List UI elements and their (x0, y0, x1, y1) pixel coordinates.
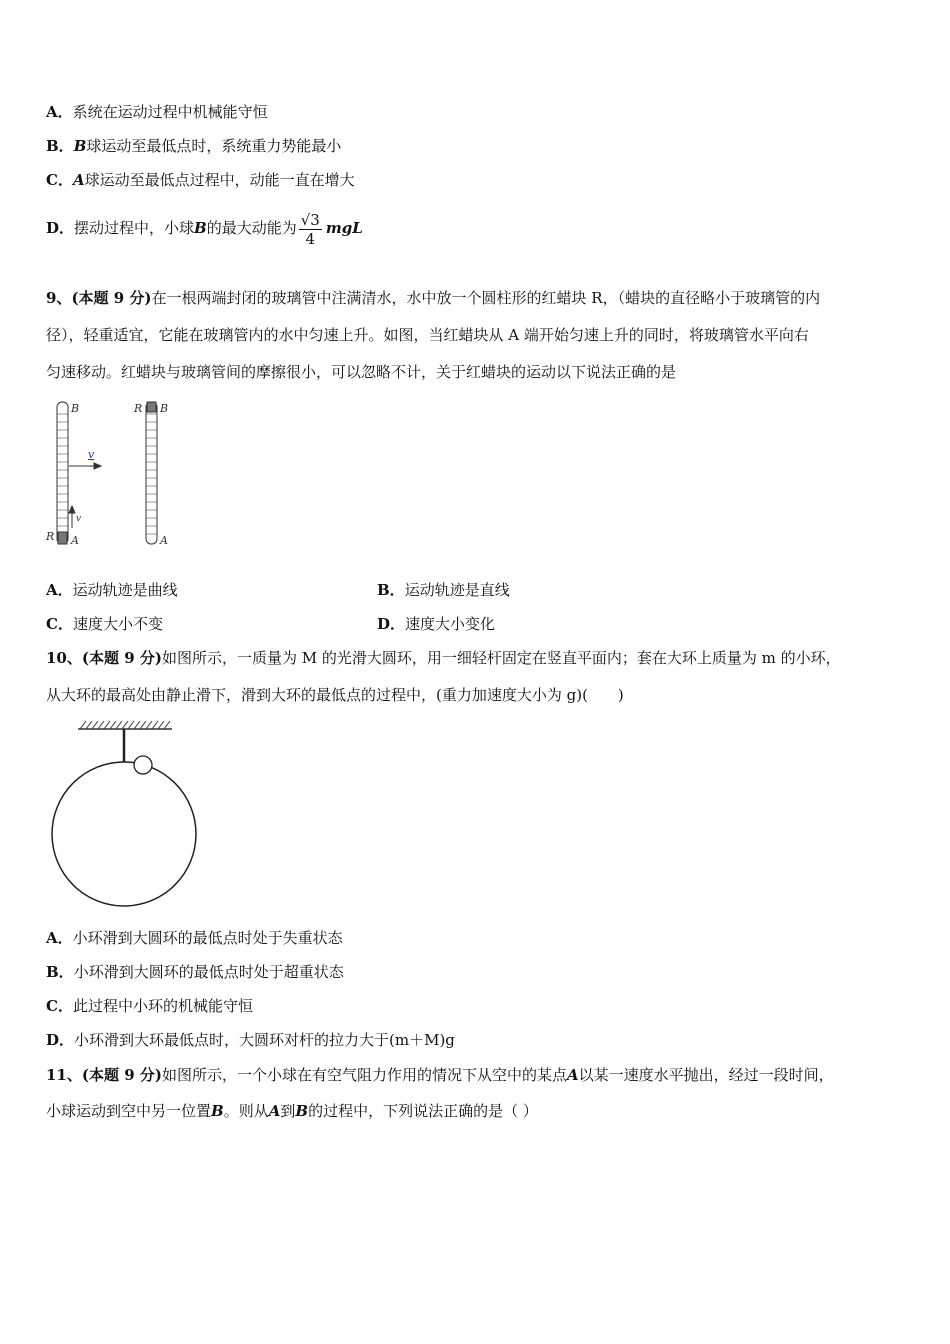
question-points: (本题 9 分) (81, 649, 162, 667)
ceiling-hatch (78, 721, 172, 729)
option-text: 球运动至最低点时，系统重力势能最小 (86, 137, 342, 155)
option-label: A． (46, 581, 73, 599)
option-text: 运动轨迹是曲线 (72, 581, 178, 599)
q9-option-b (377, 580, 510, 600)
option-text: 小环滑到大环最低点时，大圆环对杆的拉力大于(m＋M)g (74, 1031, 455, 1049)
option-text: 速度大小变化 (405, 615, 496, 633)
stem-text: 径），轻重适宜，它能在玻璃管内的水中匀速上升。如图，当红蜡块从 A 端开始匀速上升的同时，将玻璃管水平向右 (46, 326, 809, 344)
question-points: (本题 9 分) (71, 289, 152, 307)
q11-stem-line2 (46, 1101, 538, 1121)
label-v-right: v (88, 448, 95, 461)
small-ring (134, 756, 152, 774)
variable: A (566, 1066, 579, 1084)
option-label: C． (46, 997, 73, 1015)
variable: A (72, 171, 85, 189)
option-label: B． (46, 137, 74, 155)
option-text: 小环滑到大圆环的最低点时处于失重状态 (72, 929, 343, 947)
question-points: (本题 9 分) (81, 1066, 162, 1084)
stem-text: 到 (280, 1102, 296, 1120)
label-a-left: A (71, 534, 79, 547)
q9-stem-line2 (46, 325, 809, 345)
q8-option-b (46, 136, 341, 156)
variable: B (211, 1102, 224, 1120)
stem-text: 以某一速度水平抛出，经过一段时间， (578, 1066, 834, 1084)
glass-tube-left (57, 402, 68, 544)
option-text: 运动轨迹是直线 (404, 581, 510, 599)
stem-text: 如图所示，一个小球在有空气阻力作用的情况下从空中的某点 (161, 1066, 567, 1084)
stem-text: 。则从 (223, 1102, 269, 1120)
label-r-left: R (46, 530, 55, 543)
q10-option-c (46, 996, 253, 1016)
label-a-right: A (160, 534, 168, 547)
question-number: 11、 (46, 1066, 82, 1084)
q11-stem-line1 (46, 1065, 834, 1085)
q9-figure (40, 394, 180, 554)
stem-text: 的过程中，下列说法正确的是（ ） (308, 1102, 538, 1120)
q9-option-c (46, 614, 163, 634)
fraction (299, 211, 322, 248)
q10-option-b (46, 962, 344, 982)
q9-option-a (46, 580, 178, 600)
q8-option-a (46, 102, 268, 122)
q10-stem-line1 (46, 648, 841, 668)
label-b-left: B (71, 402, 80, 415)
label-r-right: R (134, 402, 143, 415)
option-text-before: 摆动过程中，小球 (74, 219, 195, 237)
option-label: C． (46, 615, 73, 633)
option-text: 球运动至最低点过程中，动能一直在增大 (84, 171, 355, 189)
stem-text: 在一根两端封闭的玻璃管中注满清水，水中放一个圆柱形的红蜡块 R，（蜡块的直径略小于玻璃管的内 (151, 289, 821, 307)
option-label: A． (46, 103, 73, 121)
stem-text: 从大环的最高处由静止滑下，滑到大环的最低点的过程中，(重力加速度大小为 g)( ) (46, 686, 624, 704)
fraction-numerator: √3 (300, 210, 320, 229)
option-label: D． (377, 615, 406, 633)
option-label: C． (46, 171, 73, 189)
option-text: 速度大小不变 (72, 615, 163, 633)
option-label: D． (46, 1031, 75, 1049)
label-v-up: v (76, 514, 82, 524)
q10-option-d (46, 1030, 455, 1050)
q8-option-d (46, 206, 363, 250)
arrow-up-icon (69, 506, 75, 528)
variable: A (268, 1102, 281, 1120)
variable: B (295, 1102, 309, 1120)
question-number: 10、 (46, 649, 82, 667)
q9-stem-line1 (46, 288, 820, 308)
fraction-denominator: 4 (305, 229, 316, 248)
glass-tube-right (146, 402, 157, 544)
arrow-right-icon (69, 463, 101, 469)
option-label: D． (46, 219, 75, 237)
q10-stem-line2 (46, 685, 624, 705)
option-text: 系统在运动过程中机械能守恒 (72, 103, 268, 121)
q10-figure (46, 716, 206, 912)
option-label: B． (377, 581, 405, 599)
formula-text: mgL (325, 219, 363, 237)
variable: B (194, 219, 207, 237)
large-ring (52, 762, 196, 906)
stem-text: 匀速移动。红蜡块与玻璃管间的摩擦很小，可以忽略不计，关于红蜡块的运动以下说法正确的是 (46, 363, 677, 381)
stem-text: 小球运动到空中另一位置 (46, 1102, 212, 1120)
option-text-mid: 的最大动能为 (206, 219, 297, 237)
option-label: A． (46, 929, 73, 947)
q8-option-c (46, 170, 355, 190)
q10-option-a (46, 928, 343, 948)
option-text: 此过程中小环的机械能守恒 (72, 997, 253, 1015)
option-text: 小环滑到大圆环的最低点时处于超重状态 (73, 963, 344, 981)
question-number: 9、 (46, 289, 72, 307)
label-b-right: B (160, 402, 169, 415)
option-label: B． (46, 963, 74, 981)
stem-text: 如图所示，一质量为 M 的光滑大圆环，用一细轻杆固定在竖直平面内；套在大环上质量为 m 的小环， (161, 649, 841, 667)
q9-option-d (377, 614, 495, 634)
variable: B (73, 137, 87, 155)
q9-stem-line3 (46, 362, 676, 382)
